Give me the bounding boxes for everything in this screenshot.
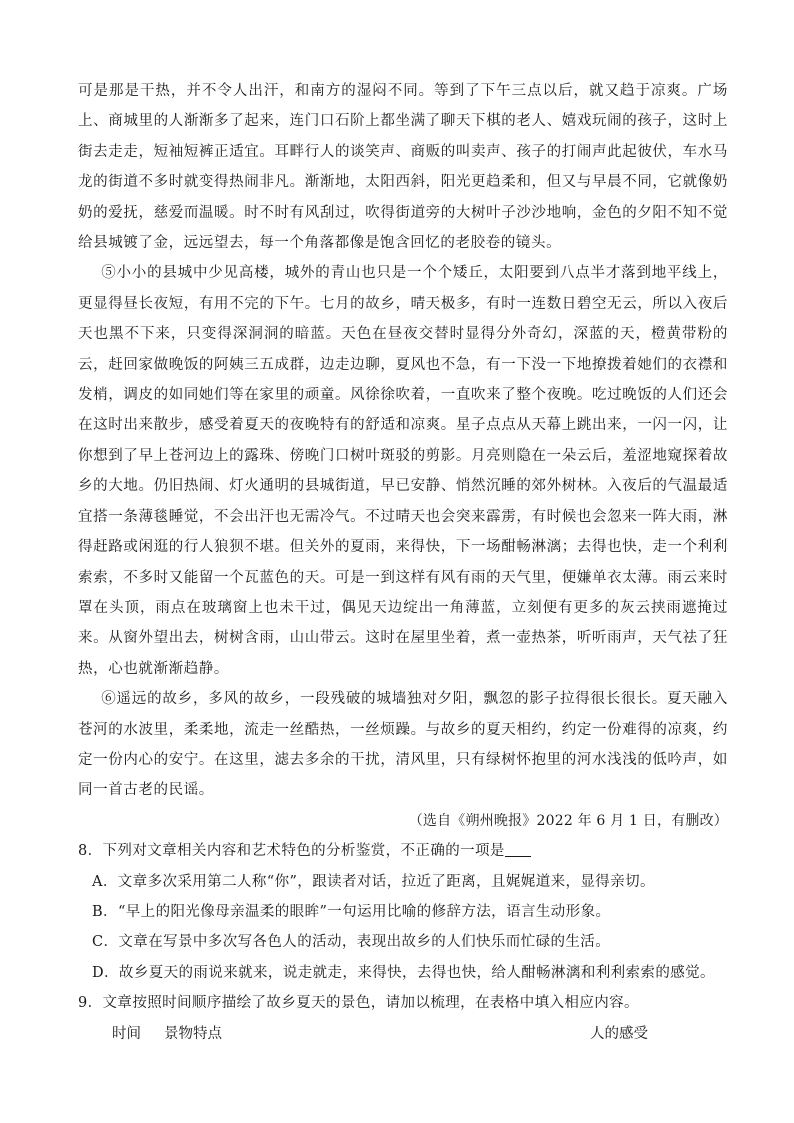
option-b: B．“早上的阳光像母亲温柔的眼眸”一句运用比喻的修辞方法，语言生动形象。 — [92, 903, 611, 920]
column-scene-features: 景物特点 — [164, 1025, 222, 1042]
paragraph-6: ⑥遥远的故乡，多风的故乡，一段残破的城墙独对夕阳，飘忽的影子拉得很长很长。夏天融入苍河的水波里，柔柔地，流走一丝酷热，一丝烦躁。与故乡的夏天相约，约定一份难得的凉爽，约定一份内心的安宁。在这里，滤去多余的干扰，清风里，只有绿树怀抱里的河水浅浅的低吟声，如同一首古老的民谣。 — [78, 691, 728, 799]
paragraph-5: ⑤小小的县城中少见高楼，城外的青山也只是一个个矮丘，太阳要到八点半才落到地平线上，更显得昼长夜短，有用不完的下午。七月的故乡，晴天极多，有时一连数日碧空无云，所以入夜后天也黑不下来，只变得深洞洞的暗蓝。天色在昼夜交替时显得分外奇幻，深蓝的天，橙黄带粉的云，赶回家做晚饭的阿姨三五成群，边走边聊，夏风也不急，有一下没一下地撩拨着她们的衣襟和发梢，调皮的如同她们等在家里的顽童。风徐徐吹着，一直吹来了整个夜晚。吃过晚饭的人们还会在这时出来散步，感受着夏天的夜晚特有的舒适和凉爽。星子点点从天幕上跳出来，一闪一闪，让你想到了早上苍河边上的露珠、傍晚门口树叶斑驳的剪影。月亮则隐在一朵云后，羞涩地窥探着故乡的大地。仍旧热闹、灯火通明的县城街道，早已安静、悄然沉睡的郊外树林。入夜后的气温最适宜搭一条薄毯睡觉，不会出汗也无需冷气。不过晴天也会突来霹雳，有时候也会忽来一阵大雨，淋得赶路或闲逛的行人狼狈不堪。但关外的夏雨，来得快，下一场酣畅淋漓；去得也快，走一个利利索索，不多时又能留一个瓦蓝色的天。可是一到这样有风有雨的天气里，便嫌单衣太薄。雨云来时罩在头顶，雨点在玻璃窗上也未干过，偶见天边绽出一角薄蓝，立刻便有更多的灰云挟雨遮掩过来。从窗外望出去，树树含雨，山山带云。这时在屋里坐着，煮一壶热茶，听听雨声，天气祛了狂热，心也就渐渐趋静。 — [78, 265, 728, 677]
question-8-stem: 8．下列对文章相关内容和艺术特色的分析鉴赏，不正确的一项是 — [78, 843, 505, 860]
option-c: C．文章在写景中多次写各色人的活动，表现出故乡的人们快乐而忙碌的生活。 — [92, 934, 611, 951]
answer-blank — [505, 840, 531, 857]
option-a: A．文章多次采用第二人称“你”，跟读者对话，拉近了距离，且娓娓道来，显得亲切。 — [92, 873, 655, 890]
question-9-stem: 9．文章按照时间顺序描绘了故乡夏天的景色，请加以梳理，在表格中填入相应内容。 — [78, 995, 639, 1012]
question-8 — [78, 836, 728, 866]
paragraph-continuation: 可是那是干热，并不令人出汗，和南方的湿闷不同。等到了下午三点以后，就又趋于凉爽。广场上、商城里的人渐渐多了起来，连门口石阶上都坐满了聊天下棋的老人、嬉戏玩闹的孩子，这时上街去走走，短袖短裤正适宜。耳畔行人的谈笑声、商贩的叫卖声、孩子的打闹声此起彼伏，车水马龙的街道不多时就变得热闹非凡。渐渐地，太阳西斜，阳光更趋柔和，但又与早晨不同，它就像奶奶的爱抚，慈爱而温暖。时不时有风刮过，吹得街道旁的大树叶子沙沙地响，金色的夕阳不知不觉给县城镀了金，远远望去，每一个角落都像是饱含回忆的老胶卷的镜头。 — [78, 83, 728, 252]
answer-table-header — [78, 1019, 728, 1051]
source-citation: （选自《朔州晚报》2022 年 6 月 1 日，有删改） — [408, 812, 728, 829]
document-page — [78, 76, 728, 1051]
column-time: 时间 — [112, 1025, 141, 1042]
column-feelings: 人的感受 — [590, 1025, 648, 1042]
option-d: D．故乡夏天的雨说来就来，说走就走，来得快，去得也快，给人酣畅淋漓和利利索索的感觉。 — [92, 964, 715, 981]
